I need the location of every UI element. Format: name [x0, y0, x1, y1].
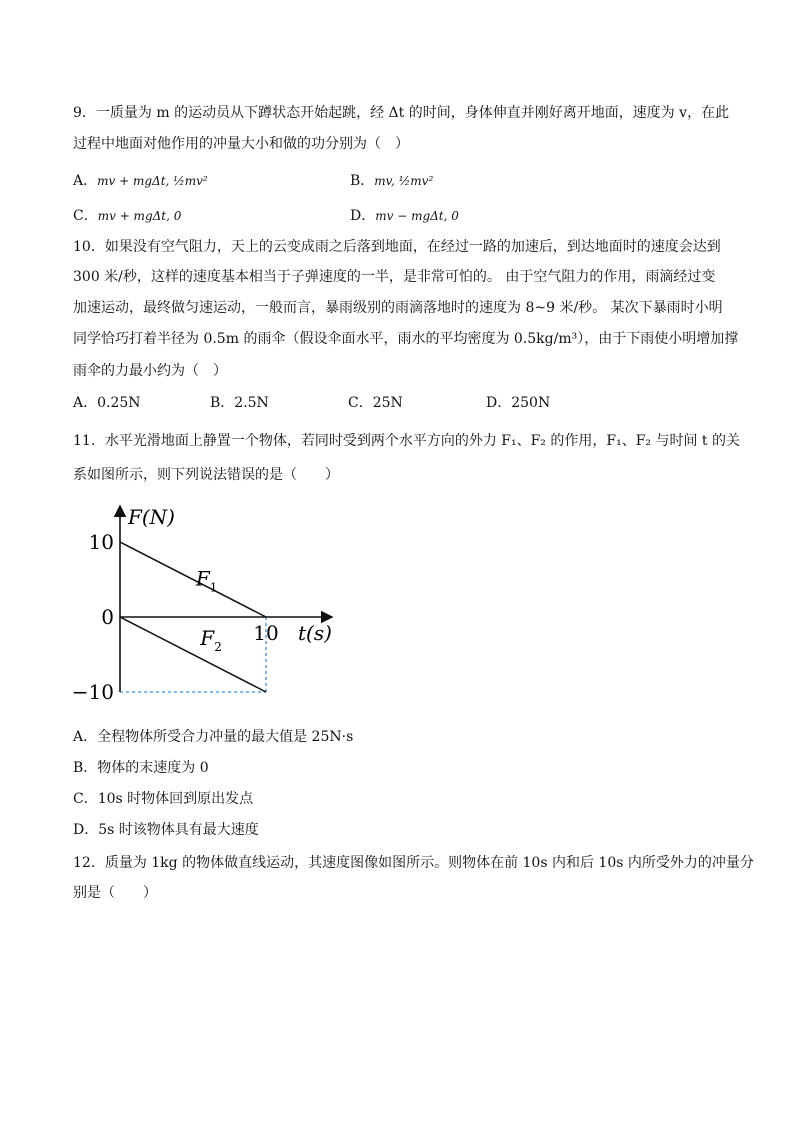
- q10-line3: 加速运动，最终做匀速运动，一般而言，暴雨级别的雨滴落地时的速度为 8~9 米/秒。 某次下暴雨时小明: [73, 300, 723, 316]
- q12-line2: 别是（ ）: [73, 885, 157, 901]
- q11-line1: 11．水平光滑地面上静置一个物体，若同时受到两个水平方向的外力 F₁、F₂ 的作用，F₁、F₂ 与时间 t 的关: [73, 433, 740, 449]
- q10-option-d[interactable]: D．250N: [486, 395, 551, 411]
- x-tick-label: 10: [253, 621, 279, 645]
- q9-line2: 过程中地面对他作用的冲量大小和做的功分别为（ ）: [73, 136, 409, 152]
- q11-line2: 系如图所示，则下列说法错误的是（ ）: [73, 467, 339, 483]
- y-axis-label: F(N): [128, 505, 175, 529]
- y-tick-label: −10: [71, 680, 114, 704]
- q9-option-c[interactable]: C．mv + mgΔt, 0: [73, 208, 182, 224]
- y-tick-label: 0: [101, 605, 114, 629]
- x-axis-label: t(s): [298, 621, 332, 645]
- q10-option-c[interactable]: C．25N: [348, 395, 403, 411]
- series-label-F1: $F_1$: [195, 566, 218, 595]
- series-line-F1: [120, 542, 266, 617]
- q10-line5: 雨伞的力最小约为（ ）: [73, 363, 227, 379]
- q11-option-a[interactable]: A．全程物体所受合力冲量的最大值是 25N·s: [73, 729, 354, 745]
- y-tick-label: 10: [88, 530, 114, 554]
- q11-option-d[interactable]: D．5s 时该物体具有最大速度: [73, 822, 259, 838]
- q9-option-d[interactable]: D．mv − mgΔt, 0: [350, 208, 459, 224]
- force-time-chart: [71, 500, 348, 710]
- q11-option-b[interactable]: B．物体的末速度为 0: [73, 760, 209, 776]
- q9-option-b[interactable]: B．mv, ½mv²: [350, 173, 434, 189]
- series-line-F2: [120, 617, 266, 692]
- q9-line1: 9．一质量为 m 的运动员从下蹲状态开始起跳，经 Δt 的时间，身体伸直并刚好离开地面，速度为 v，在此: [73, 105, 730, 121]
- q11-option-c[interactable]: C．10s 时物体回到原出发点: [73, 791, 254, 807]
- q10-line2: 300 米/秒，这样的速度基本相当于子弹速度的一半，是非常可怕的。 由于空气阻力的作用，雨滴经过变: [73, 269, 716, 285]
- q10-line1: 10．如果没有空气阻力，天上的云变成雨之后落到地面，在经过一路的加速后，到达地面时的速度会达到: [73, 239, 721, 255]
- q10-option-b[interactable]: B．2.5N: [210, 395, 269, 411]
- series-label-F2: $F_2$: [200, 625, 222, 654]
- q12-line1: 12．质量为 1kg 的物体做直线运动，其速度图像如图所示。则物体在前 10s 内和后 10s 内所受外力的冲量分: [73, 855, 754, 871]
- q9-option-a[interactable]: A．mv + mgΔt, ½mv²: [73, 173, 208, 189]
- q10-option-a[interactable]: A．0.25N: [73, 395, 141, 411]
- q10-line4: 同学恰巧打着半径为 0.5m 的雨伞（假设伞面水平，雨水的平均密度为 0.5kg/m³），由于下雨使小明增加撑: [73, 331, 739, 347]
